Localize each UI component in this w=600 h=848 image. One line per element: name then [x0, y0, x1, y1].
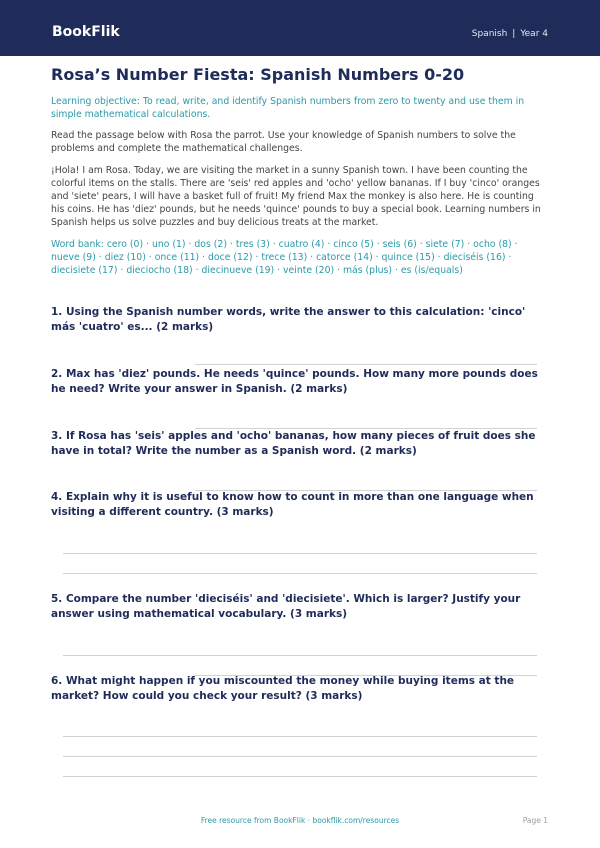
answer-line[interactable]: [63, 736, 537, 737]
breadcrumb: [472, 28, 548, 40]
year-label: Year 4: [520, 29, 548, 39]
brand-logo[interactable]: BookFlik: [52, 24, 120, 40]
intro-text: Read the passage below with Rosa the parrot. Use your knowledge of Spanish numbers to solve the problems and complete the mathematical challenges.: [51, 130, 516, 154]
question-5: 5. Compare the number 'dieciséis' and 'diecisiete'. Which is larger? Justify your answer using mathematical vocabulary. (3 marks): [51, 593, 521, 620]
page-number: Page 1: [522, 816, 548, 825]
answer-line[interactable]: [195, 364, 537, 365]
word-bank: Word bank: cero (0) · uno (1) · dos (2) · tres (3) · cuatro (4) · cinco (5) · seis (6) · siete (7) · ocho (8) · nueve (9) · diez (10) · once (11) · doce (12) · trece (13) · catorce (14) · quince (15) · dieciséis (16) · diecisiete (17) · dieciocho (18) · diecinueve (19) · veinte (20) · más (plus) · es (is/equals): [51, 239, 518, 276]
page-header: [0, 0, 600, 56]
breadcrumb-separator: |: [512, 29, 516, 39]
learning-objective: Learning objective: To read, write, and identify Spanish numbers from zero to twenty and use them in simple mathematical calculations.: [51, 96, 525, 120]
question-4: 4. Explain why it is useful to know how to count in more than one language when visiting a different country. (3 marks): [51, 491, 534, 518]
answer-line[interactable]: [63, 573, 537, 574]
question-6: 6. What might happen if you miscounted the money while buying items at the market? How could you check your result? (3 marks): [51, 675, 515, 702]
reading-passage: ¡Hola! I am Rosa. Today, we are visiting the market in a sunny Spanish town. I have been counting the colorful items on the stalls. There are 'seis' red apples and 'ocho' yellow bananas. If I buy 'cinco' oranges and 'siete' pears, I will have a basket full of fruit! My friend Max the monkey is also here. He is counting his coins. He has 'diez' pounds, but he needs 'quince' pounds to buy a special book. Learning numbers in Spanish helps us solve puzzles and buy delicious treats at the market.: [51, 165, 541, 228]
subject-label: Spanish: [471, 29, 508, 39]
answer-line[interactable]: [63, 655, 537, 656]
footer-credit-link[interactable]: Free resource from BookFlik · bookflik.com/resources: [200, 816, 400, 825]
question-3: 3. If Rosa has 'seis' apples and 'ocho' bananas, how many pieces of fruit does she have in total? Write the number as a Spanish word. (2 marks): [51, 430, 536, 457]
answer-line[interactable]: [63, 553, 537, 554]
page-title: Rosa’s Number Fiesta: Spanish Numbers 0-20: [51, 65, 465, 84]
question-2: 2. Max has 'diez' pounds. He needs 'quince' pounds. How many more pounds does he need? Write your answer in Spanish. (2 marks): [51, 368, 538, 395]
answer-line[interactable]: [63, 776, 537, 777]
worksheet-body: [51, 65, 548, 277]
answer-line[interactable]: [63, 756, 537, 757]
question-1: 1. Using the Spanish number words, write the answer to this calculation: 'cinco' más 'cuatro' es... (2 marks): [51, 306, 526, 333]
